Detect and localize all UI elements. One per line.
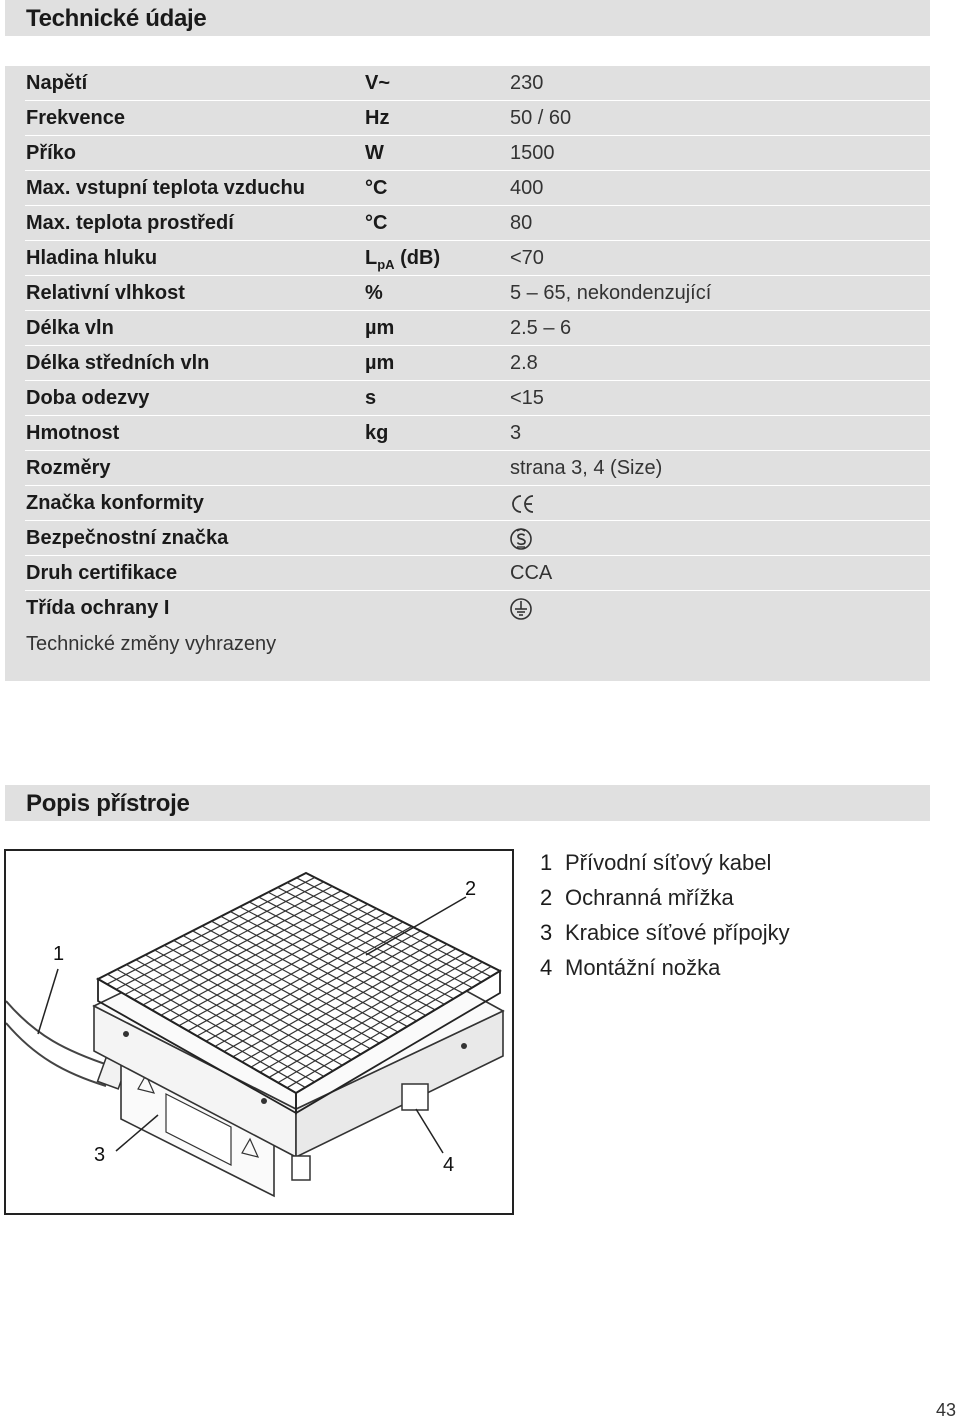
spec-label: Délka vln: [26, 317, 114, 339]
spec-value: <15: [510, 387, 544, 409]
spec-row-frequency: [25, 101, 930, 136]
spec-unit: W: [365, 142, 384, 164]
unit-tail: (dB): [394, 247, 441, 269]
spec-value: 5 – 65, nekondenzující: [510, 282, 712, 304]
part-name: Ochranná mřížka: [565, 885, 734, 910]
spec-label: Příko: [26, 142, 77, 164]
spec-unit: %: [365, 282, 383, 304]
spec-row-response-time: [25, 381, 930, 416]
spec-value: 80: [510, 212, 533, 234]
spec-value: 1500: [510, 142, 555, 164]
spec-row-dimensions: [25, 451, 930, 486]
spec-label: Max. teplota prostředí: [26, 212, 234, 234]
spec-unit: s: [365, 387, 377, 409]
spec-row-max-ambient-temp: [25, 206, 930, 241]
spec-label: Doba odezvy: [26, 387, 150, 409]
spec-value: CCA: [510, 562, 553, 584]
spec-unit: Hz: [365, 107, 390, 129]
spec-row-protection-class: [25, 591, 930, 625]
spec-value: 2.8: [510, 352, 538, 374]
technical-changes-note: Technické změny vyhrazeny: [26, 633, 277, 655]
spec-row-weight: [25, 416, 930, 451]
part-number: 3: [540, 920, 553, 945]
list-item: [540, 848, 790, 883]
spec-row-certification: [25, 556, 930, 591]
spec-unit: °C: [365, 212, 388, 234]
spec-unit: °C: [365, 177, 388, 199]
spec-value: 50 / 60: [510, 107, 572, 129]
spec-label: Rozměry: [26, 457, 111, 479]
spec-row-voltage: [25, 66, 930, 101]
device-illustration: [4, 849, 514, 1215]
part-number: 2: [540, 885, 553, 910]
ce-mark-icon: [509, 490, 537, 518]
callout-3: 3: [94, 1144, 106, 1166]
spec-row-conformity-mark: [25, 486, 930, 521]
spec-label: Značka konformity: [26, 492, 204, 514]
unit-subscript: pA: [377, 257, 395, 272]
protective-earth-icon: [509, 595, 537, 623]
page-number: 43: [936, 1400, 957, 1420]
spec-row-safety-mark: [25, 521, 930, 556]
list-item: [540, 918, 790, 953]
part-name: Krabice síťové přípojky: [565, 920, 790, 945]
spec-value: <70: [510, 247, 544, 269]
spec-label: Hmotnost: [26, 422, 120, 444]
callout-4: 4: [443, 1154, 455, 1176]
device-description-title: Popis přístroje: [26, 790, 190, 817]
spec-row-noise-level: [25, 241, 930, 276]
spec-label: Délka středních vln: [26, 352, 210, 374]
list-item: [540, 883, 790, 918]
spec-row-max-inlet-temp: [25, 171, 930, 206]
spec-value: 3: [510, 422, 522, 444]
part-name: Přívodní síťový kabel: [565, 850, 772, 875]
spec-label: Max. vstupní teplota vzduchu: [26, 177, 305, 199]
spec-row-mean-wavelength: [25, 346, 930, 381]
spec-row-wavelength: [25, 311, 930, 346]
callout-2: 2: [465, 878, 477, 900]
spec-value: 230: [510, 72, 544, 94]
spec-unit: µm: [365, 317, 395, 339]
technical-data-header: [5, 0, 930, 36]
technical-data-title: Technické údaje: [26, 5, 207, 32]
safety-s-mark-icon: [509, 525, 537, 553]
spec-unit: µm: [365, 352, 395, 374]
spec-label: Frekvence: [26, 107, 125, 129]
heater-drawing: [6, 851, 512, 1213]
part-number: 4: [540, 955, 553, 980]
spec-label: Napětí: [26, 72, 88, 94]
spec-table: [5, 66, 930, 681]
part-number: 1: [540, 850, 553, 875]
spec-value: 2.5 – 6: [510, 317, 572, 339]
spec-unit: kg: [365, 422, 389, 444]
list-item: [540, 953, 790, 988]
spec-label: Bezpečnostní značka: [26, 527, 229, 549]
spec-row-power: [25, 136, 930, 171]
spec-label: Třída ochrany I: [26, 597, 170, 619]
spec-value: strana 3, 4 (Size): [510, 457, 663, 479]
part-name: Montážní nožka: [565, 955, 721, 980]
device-description-header: [5, 785, 930, 821]
spec-value: 400: [510, 177, 544, 199]
spec-label: Hladina hluku: [26, 247, 158, 269]
spec-label: Druh certifikace: [26, 562, 178, 584]
spec-row-humidity: [25, 276, 930, 311]
callout-1: 1: [53, 943, 65, 965]
spec-label: Relativní vlhkost: [26, 282, 185, 304]
spec-unit: V~: [365, 72, 391, 94]
parts-legend: [540, 848, 790, 988]
unit-main: L: [365, 247, 378, 269]
